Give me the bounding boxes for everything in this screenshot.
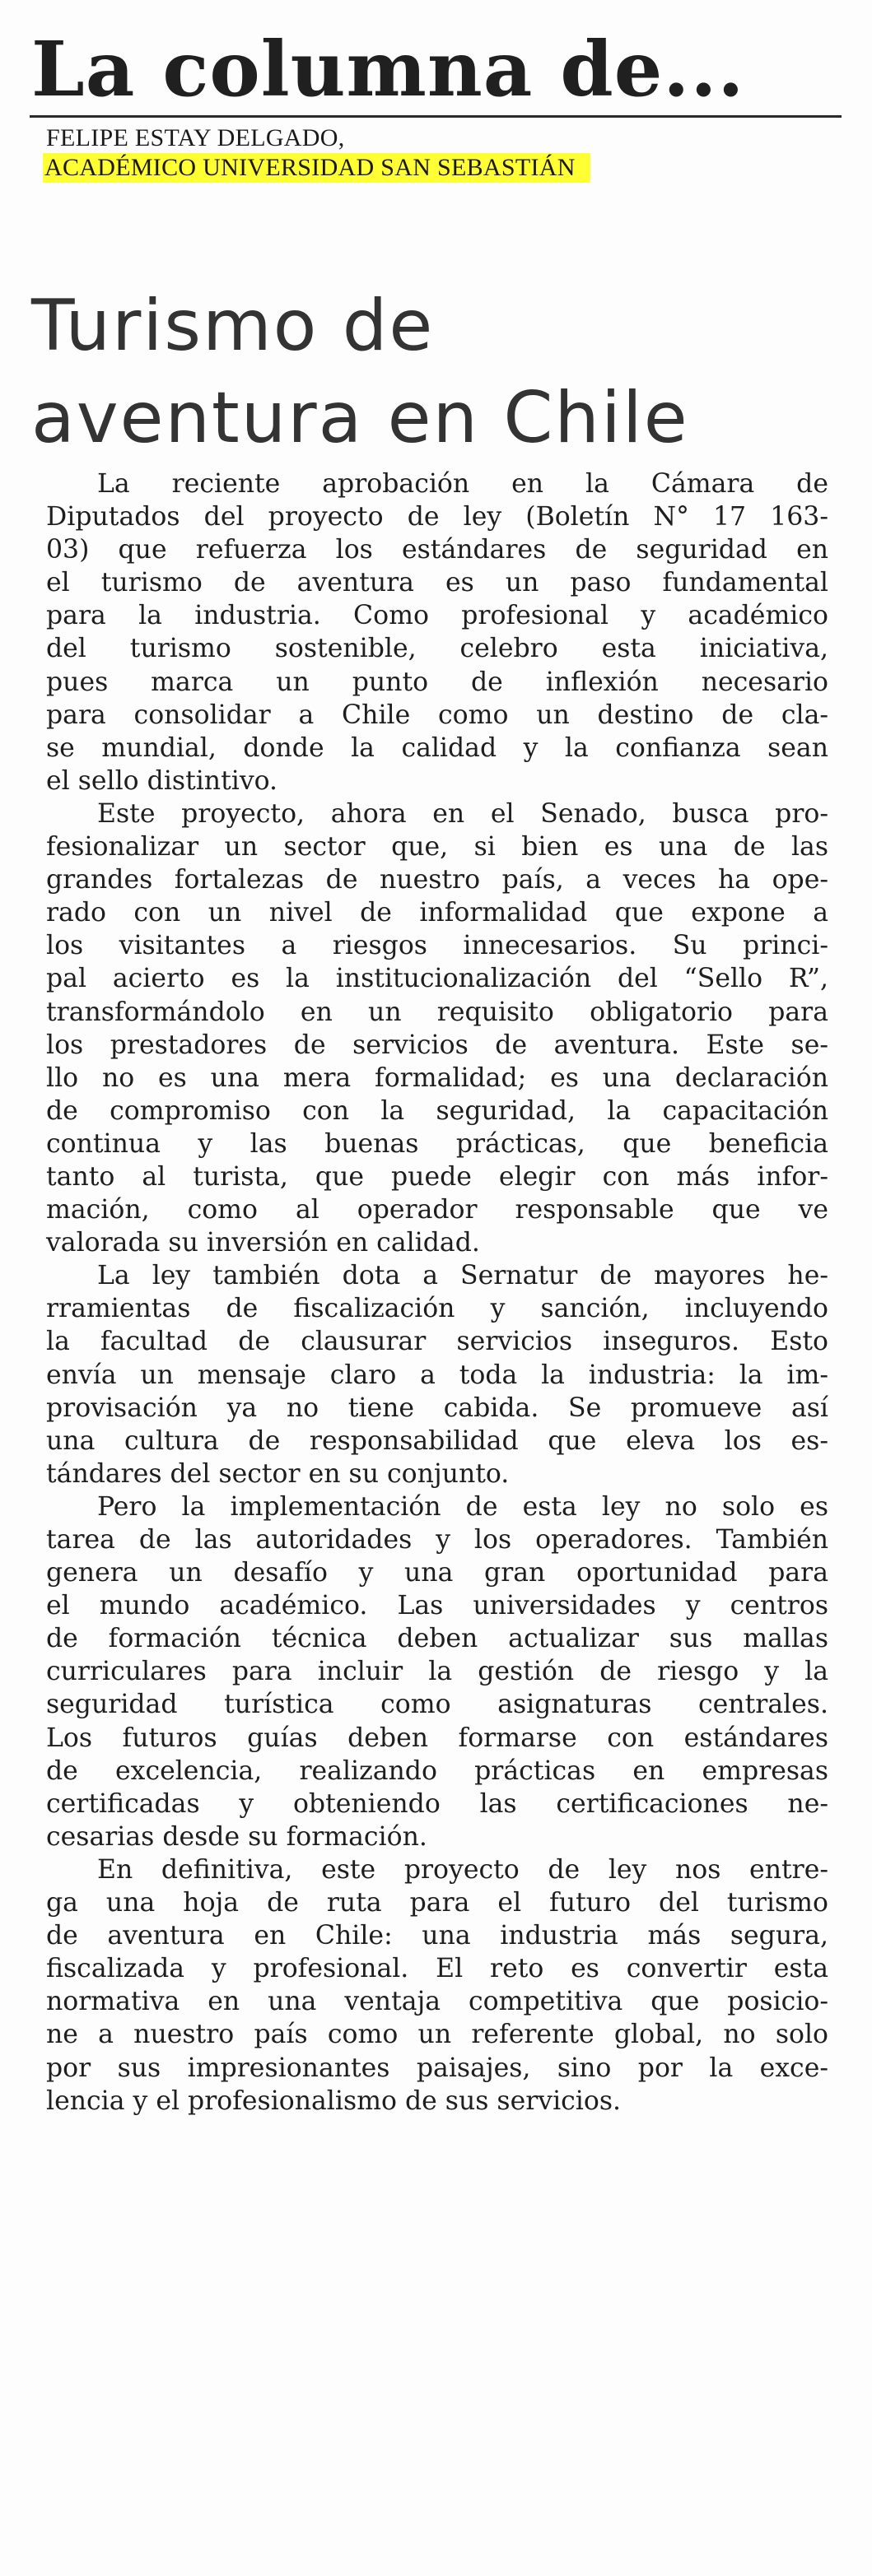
header-divider: [30, 115, 842, 118]
article-paragraph: [46, 1853, 828, 2118]
paragraph-line: pues marca un punto de inflexión necesario: [46, 667, 828, 697]
paragraph-line: los prestadores de servicios de aventura. Este se-: [46, 1030, 828, 1060]
paragraph-line: rado con un nivel de informalidad que expone a: [46, 898, 828, 928]
article-body: [46, 467, 828, 2118]
paragraph-line: La ley también dota a Sernatur de mayores he-: [97, 1261, 828, 1291]
paragraph-line: una cultura de responsabilidad que eleva los es-: [46, 1425, 828, 1456]
paragraph-line: normativa en una ventaja competitiva que posicio-: [46, 1987, 828, 2017]
byline: [46, 123, 590, 183]
paragraph-line: del turismo sostenible, celebro esta iniciativa,: [46, 634, 828, 664]
paragraph-line: certificadas y obteniendo las certificaciones ne-: [46, 1788, 828, 1819]
article-paragraph: [46, 1490, 828, 1853]
article-paragraph: [46, 1259, 828, 1490]
paragraph-line: tándares del sector en su conjunto.: [46, 1458, 510, 1489]
paragraph-line: Pero la implementación de esta ley no solo es: [97, 1491, 828, 1522]
column-header-title: La columna de...: [31, 25, 745, 114]
paragraph-line: de compromiso con la seguridad, la capacitación: [46, 1095, 828, 1126]
paragraph-line: ne a nuestro país como un referente global, no solo: [46, 2020, 828, 2050]
paragraph-line: transformándolo en un requisito obligatorio para: [46, 997, 828, 1027]
byline-author: FELIPE ESTAY DELGADO,: [46, 124, 345, 151]
paragraph-line: la facultad de clausurar servicios inseguros. Esto: [46, 1327, 828, 1357]
paragraph-line: ga una hoja de ruta para el futuro del turismo: [46, 1888, 828, 1918]
article-headline: [31, 280, 846, 464]
paragraph-line: llo no es una mera formalidad; es una declaración: [46, 1062, 828, 1093]
paragraph-line: de excelencia, realizando prácticas en empresas: [46, 1755, 828, 1786]
paragraph-line: para consolidar a Chile como un destino de cla-: [46, 700, 828, 730]
paragraph-line: el sello distintivo.: [46, 765, 278, 796]
paragraph-line: continua y las buenas prácticas, que beneficia: [46, 1128, 828, 1159]
paragraph-line: cesarias desde su formación.: [46, 1821, 427, 1852]
paragraph-line: genera un desafío y una gran oportunidad para: [46, 1558, 828, 1588]
paragraph-line: el turismo de aventura es un paso fundamental: [46, 568, 828, 598]
paragraph-line: Diputados del proyecto de ley (Boletín N° 17 163-: [46, 502, 828, 532]
paragraph-line: tanto al turista, que puede elegir con más infor-: [46, 1161, 828, 1192]
paragraph-line: fiscalizada y profesional. El reto es convertir esta: [46, 1954, 828, 1984]
paragraph-line: lencia y el profesionalismo de sus servicios.: [46, 2085, 622, 2116]
paragraph-line: los visitantes a riesgos innecesarios. Su princi-: [46, 931, 828, 961]
paragraph-line: de aventura en Chile: una industria más segura,: [46, 1921, 828, 1951]
paragraph-line: tarea de las autoridades y los operadores. También: [46, 1525, 828, 1555]
paragraph-line: el mundo académico. Las universidades y centros: [46, 1591, 828, 1621]
paragraph-line: curriculares para incluir la gestión de riesgo y la: [46, 1657, 828, 1687]
headline-line-1: Turismo de: [31, 284, 435, 367]
paragraph-line: fesionalizar un sector que, si bien es una de las: [46, 832, 828, 863]
paragraph-line: de formación técnica deben actualizar sus mallas: [46, 1624, 828, 1654]
paragraph-line: seguridad turística como asignaturas centrales.: [46, 1690, 828, 1720]
paragraph-line: pal acierto es la institucionalización del “Sello R”,: [46, 964, 828, 994]
paragraph-line: valorada su inversión en calidad.: [46, 1228, 480, 1258]
paragraph-line: Los futuros guías deben formarse con estándares: [46, 1723, 828, 1753]
paragraph-line: Este proyecto, ahora en el Senado, busca pro-: [97, 798, 828, 829]
paragraph-line: provisación ya no tiene cabida. Se promueve así: [46, 1393, 828, 1423]
paragraph-line: mación, como al operador responsable que ve: [46, 1195, 828, 1225]
byline-affiliation-highlighted: ACADÉMICO UNIVERSIDAD SAN SEBASTIÁN: [43, 153, 590, 183]
article-paragraph: [46, 467, 828, 797]
paragraph-line: por sus impresionantes paisajes, sino por la exce-: [46, 2053, 828, 2083]
paragraph-line: grandes fortalezas de nuestro país, a veces ha ope-: [46, 865, 828, 895]
paragraph-line: envía un mensaje claro a toda la industria: la im-: [46, 1360, 828, 1390]
paragraph-line: En definitiva, este proyecto de ley nos entre-: [97, 1854, 828, 1885]
paragraph-line: se mundial, donde la calidad y la confianza sean: [46, 732, 828, 763]
paragraph-line: 03) que refuerza los estándares de seguridad en: [46, 535, 828, 565]
paragraph-line: rramientas de fiscalización y sanción, incluyendo: [46, 1294, 828, 1324]
article-paragraph: [46, 797, 828, 1259]
headline-line-2: aventura en Chile: [31, 376, 689, 459]
paragraph-line: para la industria. Como profesional y académico: [46, 601, 828, 631]
paragraph-line: La reciente aprobación en la Cámara de: [97, 469, 828, 499]
